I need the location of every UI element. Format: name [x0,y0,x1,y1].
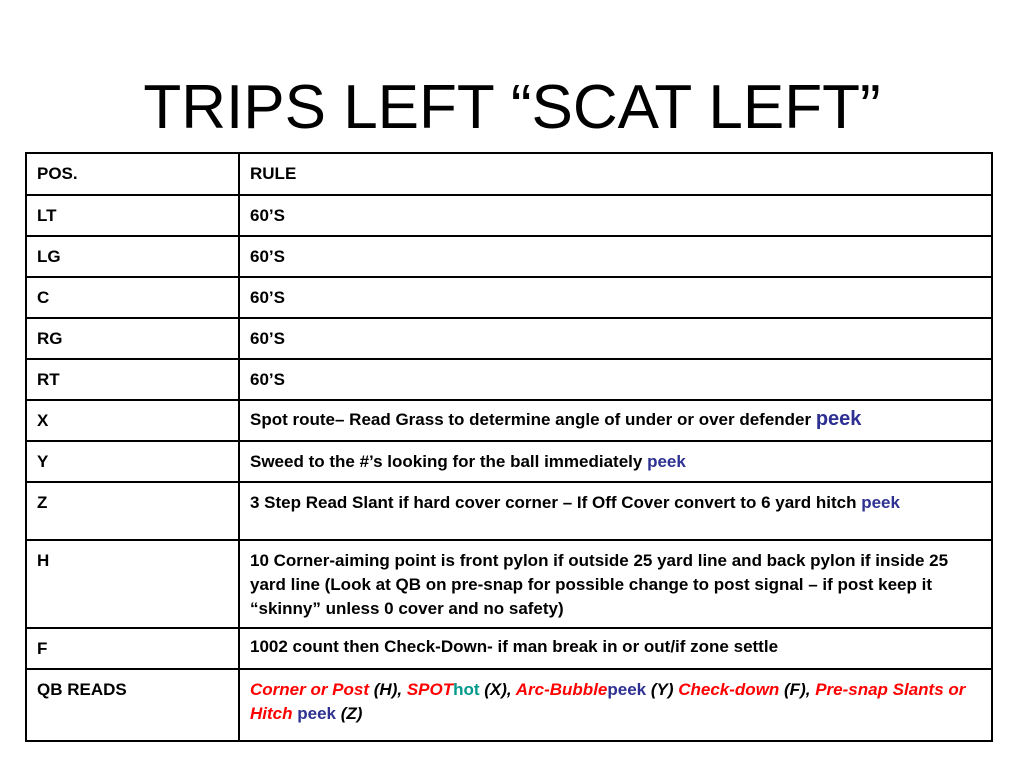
read-text: (Z) [335,704,363,723]
read-text: (H), [369,680,407,699]
table-row [26,628,992,669]
hot-label: hot [453,680,480,699]
read-text: (X), [479,680,516,699]
table-row [26,195,992,236]
row-pos: RG [26,318,239,359]
row-rule [239,400,992,441]
header-pos: POS. [26,153,239,195]
peek-label: peek [861,493,900,512]
row-rule: 60’S [239,236,992,277]
read-text: (F), [779,680,816,699]
rule-text: 3 Step Read Slant if hard cover corner – If Off Cover convert to 6 yard hitch [250,493,862,512]
read-spot: SPOT [406,680,454,699]
read-check-down: Check-down [678,680,780,699]
header-rule: RULE [239,153,992,195]
row-rule: 60’S [239,318,992,359]
rule-text: Spot route– Read Grass to determine angle of under or over defender [250,410,816,429]
row-pos: X [26,400,239,441]
table-row [26,441,992,482]
table-row [26,277,992,318]
table-row [26,540,992,628]
table-row [26,359,992,400]
row-pos: RT [26,359,239,400]
read-corner-or-post: Corner or Post [250,680,370,699]
row-rule [239,441,992,482]
row-pos: H [26,540,239,628]
row-rule: 10 Corner-aiming point is front pylon if outside 25 yard line and back pylon if inside 25 yard line (Look at QB on pre-snap for possible change to post signal – if post keep it “skinny” unless 0 cover and no safety) [239,540,992,628]
read-pre-snap: Pre-snap Slants or Hitch [250,680,966,723]
rule-text: Sweed to the #’s looking for the ball immediately [250,452,648,471]
page-title: TRIPS LEFT “SCAT LEFT” [143,73,881,142]
peek-label: peek [607,680,647,699]
row-rule: 60’S [239,195,992,236]
peek-label: peek [647,452,686,471]
row-pos: F [26,628,239,669]
row-pos: Y [26,441,239,482]
table-row [26,400,992,441]
qb-reads-rule [239,669,992,741]
row-pos: LT [26,195,239,236]
read-text: (Y) [646,680,679,699]
row-rule [239,482,992,540]
row-pos: QB READS [26,669,239,741]
rules-table [25,152,993,742]
row-pos: C [26,277,239,318]
read-arc-bubble: Arc-Bubble [515,680,608,699]
peek-label: peek [815,408,862,430]
peek-label: peek [297,704,336,723]
table-row-qb-reads [26,669,992,741]
table-row [26,318,992,359]
row-pos: Z [26,482,239,540]
table-row [26,482,992,540]
row-rule: 1002 count then Check-Down- if man break in or out/if zone settle [239,628,992,669]
table-header-row [26,153,992,195]
row-rule: 60’S [239,277,992,318]
row-rule: 60’S [239,359,992,400]
row-pos: LG [26,236,239,277]
table-row [26,236,992,277]
